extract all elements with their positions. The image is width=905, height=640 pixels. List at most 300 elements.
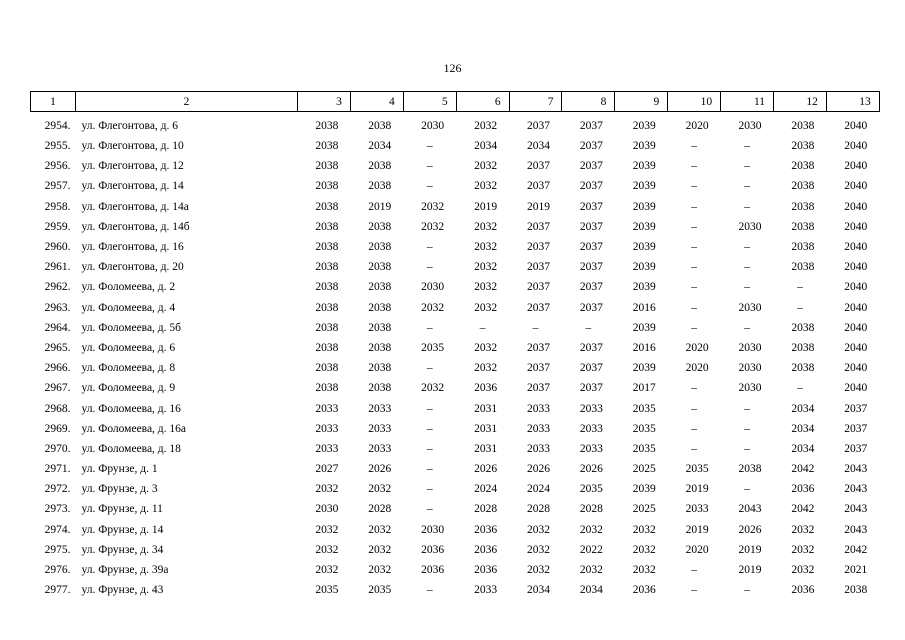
address-cell: ул. Флегонтова, д. 20 — [81, 261, 184, 274]
year-cell: 2033 — [579, 442, 603, 455]
column-header-5: 5 — [403, 92, 456, 112]
year-cell: 2039 — [632, 140, 656, 153]
row-number: 2968. — [44, 402, 71, 415]
year-cell: – — [744, 200, 750, 213]
address-cell: ул. Фоломеева, д. 8 — [81, 362, 176, 375]
year-cell: 2038 — [791, 362, 815, 375]
year-cell: 2043 — [844, 523, 868, 536]
address-cell: ул. Фоломеева, д. 16а — [81, 422, 187, 435]
year-cell: 2032 — [421, 220, 445, 233]
year-cell: – — [426, 362, 433, 375]
year-cell: 2019 — [685, 483, 709, 496]
year-cell: 2040 — [844, 321, 868, 334]
address-cell: ул. Флегонтова, д. 12 — [81, 160, 184, 173]
year-cell: 2032 — [474, 281, 498, 294]
year-cell: 2037 — [526, 301, 550, 314]
year-cell: 2040 — [844, 220, 868, 233]
year-cell: 2031 — [474, 422, 498, 435]
year-cell: 2037 — [526, 341, 550, 354]
year-cell: 2038 — [315, 301, 339, 314]
table-row — [31, 378, 880, 398]
year-cell: 2019 — [368, 200, 392, 213]
year-cell: 2026 — [738, 523, 762, 536]
year-cell: 2038 — [791, 180, 815, 193]
year-cell: 2038 — [791, 160, 815, 173]
year-cell: 2040 — [844, 362, 868, 375]
year-cell: 2036 — [632, 584, 656, 597]
table-row — [31, 136, 880, 156]
year-cell: 2037 — [579, 241, 603, 254]
year-cell: 2037 — [526, 120, 550, 132]
row-number: 2976. — [44, 564, 71, 577]
table-row — [31, 237, 880, 257]
address-cell: ул. Флегонтова, д. 10 — [81, 140, 184, 153]
year-cell: 2035 — [315, 584, 339, 597]
year-cell: 2036 — [421, 543, 445, 556]
year-cell: – — [744, 584, 750, 597]
year-cell: 2032 — [526, 523, 550, 536]
year-cell: 2035 — [632, 422, 656, 435]
year-cell: 2016 — [632, 301, 656, 314]
row-number: 2967. — [44, 382, 71, 395]
year-cell: 2036 — [791, 483, 815, 496]
year-cell: 2020 — [685, 120, 709, 132]
year-cell: 2032 — [526, 543, 550, 556]
row-number: 2961. — [44, 261, 71, 274]
year-cell: 2038 — [738, 463, 762, 476]
year-cell: – — [744, 261, 750, 274]
year-cell: 2038 — [315, 160, 339, 173]
row-number: 2954. — [44, 120, 71, 132]
year-cell: 2032 — [579, 523, 603, 536]
year-cell: 2037 — [526, 220, 550, 233]
year-cell: 2028 — [526, 503, 550, 516]
table-row — [31, 560, 880, 580]
year-cell: 2028 — [579, 503, 603, 516]
year-cell: 2038 — [791, 220, 815, 233]
year-cell: 2040 — [844, 160, 868, 173]
year-cell: – — [797, 281, 803, 294]
address-cell: ул. Фрунзе, д. 11 — [81, 503, 163, 516]
table-row — [31, 580, 880, 600]
year-cell: 2037 — [526, 382, 550, 395]
year-cell: 2025 — [632, 463, 656, 476]
year-cell: 2037 — [844, 402, 868, 415]
address-cell: ул. Фрунзе, д. 43 — [81, 584, 164, 597]
year-cell: 2019 — [738, 543, 762, 556]
year-cell: 2032 — [368, 483, 392, 496]
column-header-11: 11 — [721, 92, 774, 112]
row-number: 2963. — [44, 301, 71, 314]
year-cell: 2040 — [844, 301, 868, 314]
address-cell: ул. Фрунзе, д. 39а — [81, 564, 169, 577]
year-cell: 2038 — [791, 241, 815, 254]
table-row — [31, 499, 880, 519]
year-cell: 2032 — [791, 564, 815, 577]
year-cell: 2034 — [579, 584, 603, 597]
row-number: 2966. — [44, 362, 71, 375]
row-number: 2974. — [44, 523, 71, 536]
year-cell: – — [691, 321, 698, 334]
year-cell: 2032 — [474, 261, 498, 274]
row-number: 2971. — [44, 463, 71, 476]
year-cell: 2019 — [526, 200, 550, 213]
year-cell: – — [691, 382, 698, 395]
address-cell: ул. Фрунзе, д. 3 — [81, 483, 158, 496]
year-cell: 2036 — [474, 523, 498, 536]
column-header-10: 10 — [668, 92, 721, 112]
year-cell: 2038 — [791, 261, 815, 274]
year-cell: 2032 — [632, 543, 656, 556]
year-cell: – — [744, 483, 750, 496]
column-header-9: 9 — [615, 92, 668, 112]
year-cell: 2038 — [791, 120, 815, 132]
year-cell: 2039 — [632, 200, 656, 213]
year-cell: 2038 — [368, 281, 392, 294]
table-row — [31, 112, 880, 137]
year-cell: 2027 — [315, 463, 339, 476]
year-cell: – — [426, 261, 433, 274]
header-row — [31, 92, 880, 112]
year-cell: 2037 — [579, 140, 603, 153]
table-row — [31, 419, 880, 439]
year-cell: – — [426, 241, 433, 254]
year-cell: – — [797, 382, 803, 395]
year-cell: 2039 — [632, 362, 656, 375]
column-header-4: 4 — [350, 92, 403, 112]
year-cell: 2030 — [738, 120, 762, 132]
year-cell: 2033 — [526, 442, 550, 455]
address-cell: ул. Фоломеева, д. 4 — [81, 301, 176, 314]
row-number: 2965. — [44, 341, 71, 354]
year-cell: 2038 — [315, 120, 339, 132]
year-cell: – — [426, 140, 433, 153]
address-cell: ул. Фоломеева, д. 16 — [81, 402, 181, 415]
year-cell: – — [691, 180, 698, 193]
row-number: 2969. — [44, 422, 71, 435]
year-cell: 2037 — [844, 422, 868, 435]
year-cell: 2037 — [579, 200, 603, 213]
year-cell: 2030 — [738, 301, 762, 314]
year-cell: 2038 — [844, 584, 868, 597]
year-cell: 2034 — [474, 140, 498, 153]
year-cell: 2037 — [579, 220, 603, 233]
year-cell: 2042 — [791, 503, 815, 516]
year-cell: 2039 — [632, 241, 656, 254]
year-cell: 2037 — [579, 261, 603, 274]
year-cell: 2032 — [474, 241, 498, 254]
year-cell: 2020 — [685, 341, 709, 354]
year-cell: 2038 — [368, 160, 392, 173]
year-cell: 2030 — [738, 362, 762, 375]
year-cell: 2037 — [579, 301, 603, 314]
year-cell: – — [744, 281, 750, 294]
year-cell: 2037 — [579, 180, 603, 193]
year-cell: – — [691, 422, 698, 435]
year-cell: 2037 — [526, 362, 550, 375]
column-header-8: 8 — [562, 92, 615, 112]
year-cell: – — [426, 463, 433, 476]
year-cell: 2038 — [368, 382, 392, 395]
year-cell: 2033 — [526, 422, 550, 435]
year-cell: 2034 — [791, 402, 815, 415]
year-cell: 2038 — [315, 341, 339, 354]
year-cell: 2037 — [579, 382, 603, 395]
year-cell: 2028 — [368, 503, 392, 516]
year-cell: 2038 — [368, 261, 392, 274]
year-cell: 2039 — [632, 220, 656, 233]
year-cell: 2038 — [315, 261, 339, 274]
year-cell: 2030 — [738, 382, 762, 395]
year-cell: – — [426, 584, 433, 597]
year-cell: 2037 — [579, 160, 603, 173]
year-cell: 2038 — [368, 120, 392, 132]
year-cell: 2033 — [368, 402, 392, 415]
address-cell: ул. Фоломеева, д. 18 — [81, 442, 181, 455]
year-cell: 2038 — [315, 200, 339, 213]
year-cell: 2019 — [474, 200, 498, 213]
year-cell: 2038 — [791, 321, 815, 334]
year-cell: 2033 — [315, 422, 339, 435]
row-number: 2975. — [44, 543, 71, 556]
year-cell: 2032 — [791, 523, 815, 536]
year-cell: 2038 — [368, 321, 392, 334]
year-cell: 2033 — [579, 402, 603, 415]
year-cell: – — [744, 140, 750, 153]
schedule-table — [30, 91, 880, 600]
year-cell: – — [426, 503, 433, 516]
year-cell: 2020 — [685, 543, 709, 556]
year-cell: 2037 — [526, 241, 550, 254]
year-cell: – — [691, 442, 698, 455]
table-row — [31, 257, 880, 277]
year-cell: 2033 — [368, 422, 392, 435]
year-cell: 2032 — [526, 564, 550, 577]
year-cell: 2042 — [844, 543, 868, 556]
year-cell: 2034 — [791, 442, 815, 455]
table-row — [31, 358, 880, 378]
year-cell: 2035 — [421, 341, 445, 354]
year-cell: 2026 — [579, 463, 603, 476]
year-cell: 2037 — [526, 261, 550, 274]
column-header-12: 12 — [774, 92, 827, 112]
row-number: 2970. — [44, 442, 71, 455]
year-cell: 2039 — [632, 120, 656, 132]
year-cell: – — [744, 160, 750, 173]
column-header-3: 3 — [298, 92, 351, 112]
year-cell: 2040 — [844, 382, 868, 395]
address-cell: ул. Фоломеева, д. 6 — [81, 341, 176, 354]
year-cell: – — [744, 402, 750, 415]
year-cell: 2034 — [368, 140, 392, 153]
year-cell: 2038 — [368, 301, 392, 314]
table-row — [31, 298, 880, 318]
address-cell: ул. Фоломеева, д. 9 — [81, 382, 176, 395]
year-cell: – — [426, 422, 433, 435]
year-cell: – — [691, 220, 698, 233]
year-cell: 2026 — [474, 463, 498, 476]
year-cell: 2040 — [844, 341, 868, 354]
year-cell: 2017 — [632, 382, 656, 395]
year-cell: 2032 — [474, 120, 498, 132]
address-cell: ул. Фоломеева, д. 5б — [81, 321, 182, 334]
year-cell: 2033 — [315, 402, 339, 415]
table-row — [31, 459, 880, 479]
year-cell: – — [691, 160, 698, 173]
year-cell: – — [532, 321, 539, 334]
year-cell: 2032 — [474, 362, 498, 375]
table-row — [31, 197, 880, 217]
table-row — [31, 398, 880, 418]
year-cell: 2033 — [474, 584, 498, 597]
year-cell: 2038 — [368, 341, 392, 354]
row-number: 2977. — [44, 584, 71, 597]
row-number: 2956. — [44, 160, 71, 173]
year-cell: 2032 — [315, 543, 339, 556]
year-cell: 2038 — [315, 241, 339, 254]
year-cell: 2040 — [844, 120, 868, 132]
year-cell: 2035 — [368, 584, 392, 597]
year-cell: – — [691, 140, 698, 153]
year-cell: 2039 — [632, 180, 656, 193]
year-cell: 2022 — [579, 543, 603, 556]
address-cell: ул. Фрунзе, д. 34 — [81, 543, 164, 556]
year-cell: 2032 — [632, 564, 656, 577]
row-number: 2964. — [44, 321, 71, 334]
table-row — [31, 318, 880, 338]
year-cell: 2038 — [791, 140, 815, 153]
year-cell: 2033 — [315, 442, 339, 455]
year-cell: 2032 — [315, 564, 339, 577]
year-cell: 2030 — [315, 503, 339, 516]
year-cell: 2016 — [632, 341, 656, 354]
year-cell: 2038 — [315, 220, 339, 233]
year-cell: 2030 — [738, 341, 762, 354]
year-cell: 2032 — [474, 160, 498, 173]
year-cell: 2038 — [368, 241, 392, 254]
year-cell: 2043 — [844, 463, 868, 476]
column-header-1: 1 — [31, 92, 76, 112]
column-header-13: 13 — [826, 92, 879, 112]
year-cell: 2038 — [315, 180, 339, 193]
year-cell: 2030 — [421, 120, 445, 132]
row-number: 2962. — [44, 281, 71, 294]
year-cell: 2031 — [474, 442, 498, 455]
year-cell: – — [691, 241, 698, 254]
year-cell: 2038 — [791, 341, 815, 354]
year-cell: – — [691, 584, 698, 597]
year-cell: 2019 — [738, 564, 762, 577]
year-cell: 2033 — [579, 422, 603, 435]
year-cell: 2032 — [474, 341, 498, 354]
year-cell: 2026 — [526, 463, 550, 476]
year-cell: – — [426, 402, 433, 415]
year-cell: 2032 — [474, 180, 498, 193]
year-cell: 2034 — [791, 422, 815, 435]
year-cell: 2032 — [791, 543, 815, 556]
row-number: 2959. — [44, 220, 71, 233]
year-cell: 2031 — [474, 402, 498, 415]
row-number: 2973. — [44, 503, 71, 516]
year-cell: 2035 — [632, 442, 656, 455]
year-cell: – — [691, 564, 698, 577]
year-cell: 2026 — [368, 463, 392, 476]
year-cell: 2040 — [844, 140, 868, 153]
year-cell: 2030 — [738, 220, 762, 233]
table-body — [31, 112, 880, 601]
address-cell: ул. Флегонтова, д. 16 — [81, 241, 184, 254]
year-cell: – — [426, 483, 433, 496]
year-cell: 2039 — [632, 483, 656, 496]
year-cell: 2032 — [421, 200, 445, 213]
year-cell: – — [691, 301, 698, 314]
year-cell: 2038 — [368, 362, 392, 375]
year-cell: 2030 — [421, 523, 445, 536]
year-cell: 2020 — [685, 362, 709, 375]
table-row — [31, 540, 880, 560]
year-cell: 2035 — [685, 463, 709, 476]
address-cell: ул. Флегонтова, д. 6 — [81, 120, 179, 132]
year-cell: 2025 — [632, 503, 656, 516]
address-cell: ул. Флегонтова, д. 14 — [81, 180, 184, 193]
table-row — [31, 217, 880, 237]
year-cell: 2043 — [844, 483, 868, 496]
year-cell: – — [426, 442, 433, 455]
year-cell: – — [691, 261, 698, 274]
year-cell: 2032 — [632, 523, 656, 536]
table-row — [31, 479, 880, 499]
year-cell: 2040 — [844, 261, 868, 274]
year-cell: 2035 — [632, 402, 656, 415]
address-cell: ул. Фрунзе, д. 1 — [81, 463, 158, 476]
address-cell: ул. Фрунзе, д. 14 — [81, 523, 164, 536]
year-cell: – — [744, 442, 750, 455]
year-cell: – — [691, 402, 698, 415]
row-number: 2972. — [44, 483, 71, 496]
address-cell: ул. Флегонтова, д. 14а — [81, 200, 189, 213]
year-cell: 2036 — [474, 382, 498, 395]
table-row — [31, 439, 880, 459]
page-number: 126 — [443, 61, 462, 75]
year-cell: 2037 — [526, 180, 550, 193]
year-cell: 2021 — [844, 564, 868, 577]
year-cell: 2040 — [844, 241, 868, 254]
year-cell: – — [479, 321, 486, 334]
row-number: 2958. — [44, 200, 71, 213]
year-cell: 2036 — [474, 564, 498, 577]
year-cell: 2037 — [579, 362, 603, 375]
table-header — [31, 92, 880, 112]
year-cell: 2039 — [632, 321, 656, 334]
year-cell: 2032 — [315, 483, 339, 496]
year-cell: 2038 — [368, 180, 392, 193]
year-cell: 2038 — [791, 200, 815, 213]
year-cell: 2038 — [315, 362, 339, 375]
table-row — [31, 277, 880, 297]
table-row — [31, 176, 880, 196]
year-cell: 2038 — [368, 220, 392, 233]
year-cell: – — [744, 180, 750, 193]
year-cell: 2038 — [315, 321, 339, 334]
address-cell: ул. Фоломеева, д. 2 — [81, 281, 176, 294]
year-cell: – — [744, 241, 750, 254]
column-header-6: 6 — [456, 92, 509, 112]
year-cell: 2039 — [632, 160, 656, 173]
year-cell: 2024 — [526, 483, 550, 496]
year-cell: – — [426, 321, 433, 334]
year-cell: – — [744, 422, 750, 435]
year-cell: – — [585, 321, 592, 334]
